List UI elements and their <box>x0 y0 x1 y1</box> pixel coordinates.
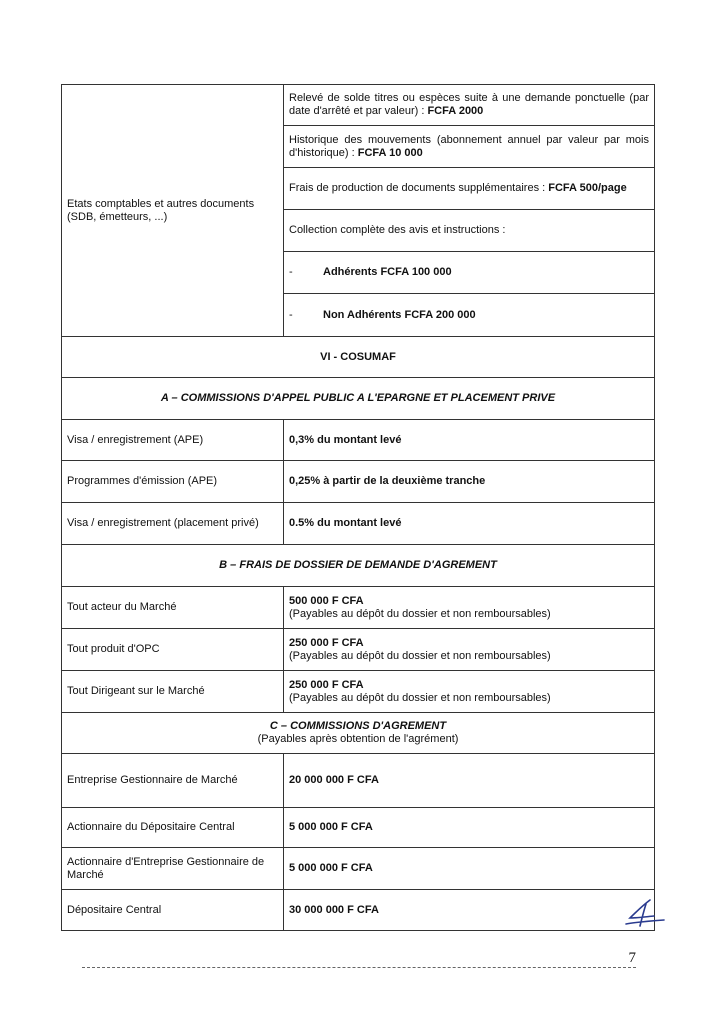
row-value: 0,25% à partir de la deuxième tranche <box>284 461 655 503</box>
row-value: 20 000 000 F CFA <box>284 754 655 808</box>
table-row <box>62 85 655 126</box>
etats-label: Etats comptables et autres documents (SDB, émetteurs, ...) <box>62 85 284 337</box>
row-value: 250 000 F CFA (Payables au dépôt du dossier et non remboursables) <box>284 629 655 671</box>
table-row <box>62 671 655 713</box>
table-row <box>62 337 655 378</box>
row-value: 0.5% du montant levé <box>284 503 655 545</box>
table-row <box>62 461 655 503</box>
table-row <box>62 754 655 808</box>
fee-table <box>61 84 655 931</box>
table-row <box>62 629 655 671</box>
item-adherents: - Adhérents FCFA 100 000 <box>284 252 655 294</box>
footer-divider <box>82 967 636 968</box>
row-label: Visa / enregistrement (APE) <box>62 420 284 461</box>
row-label: Tout acteur du Marché <box>62 587 284 629</box>
item-collection: Collection complète des avis et instructions : <box>284 210 655 252</box>
table-row <box>62 848 655 890</box>
item-non-adherents: - Non Adhérents FCFA 200 000 <box>284 294 655 337</box>
row-label: Entreprise Gestionnaire de Marché <box>62 754 284 808</box>
row-label: Actionnaire d'Entreprise Gestionnaire de Marché <box>62 848 284 890</box>
table-row <box>62 890 655 931</box>
section-b-title: B – FRAIS DE DOSSIER DE DEMANDE D'AGREMENT <box>62 545 655 587</box>
section-a-title: A – COMMISSIONS D'APPEL PUBLIC A L'EPARGNE ET PLACEMENT PRIVE <box>62 378 655 420</box>
row-label: Dépositaire Central <box>62 890 284 931</box>
section-c-title: C – COMMISSIONS D'AGREMENT (Payables après obtention de l'agrément) <box>62 713 655 754</box>
table-row <box>62 420 655 461</box>
table-row <box>62 545 655 587</box>
row-value: 500 000 F CFA (Payables au dépôt du dossier et non remboursables) <box>284 587 655 629</box>
table-row <box>62 713 655 754</box>
table-row <box>62 808 655 848</box>
row-label: Tout Dirigeant sur le Marché <box>62 671 284 713</box>
row-label: Visa / enregistrement (placement privé) <box>62 503 284 545</box>
cosumaf-title: VI - COSUMAF <box>62 337 655 378</box>
row-value: 5 000 000 F CFA <box>284 848 655 890</box>
row-value: 30 000 000 F CFA <box>284 890 655 931</box>
row-value: 5 000 000 F CFA <box>284 808 655 848</box>
item-releve: Relevé de solde titres ou espèces suite à une demande ponctuelle (par date d'arrêté et par valeur) : FCFA 2000 <box>284 85 655 126</box>
row-label: Tout produit d'OPC <box>62 629 284 671</box>
item-frais-production: Frais de production de documents supplémentaires : FCFA 500/page <box>284 168 655 210</box>
table-row <box>62 503 655 545</box>
row-label: Actionnaire du Dépositaire Central <box>62 808 284 848</box>
table-row <box>62 587 655 629</box>
table-row <box>62 378 655 420</box>
page-number: 7 <box>628 950 636 966</box>
row-value: 0,3% du montant levé <box>284 420 655 461</box>
row-value: 250 000 F CFA (Payables au dépôt du dossier et non remboursables) <box>284 671 655 713</box>
signature-initials <box>620 896 668 930</box>
item-historique: Historique des mouvements (abonnement annuel par valeur par mois d'historique) : FCFA 10 000 <box>284 126 655 168</box>
row-label: Programmes d'émission (APE) <box>62 461 284 503</box>
